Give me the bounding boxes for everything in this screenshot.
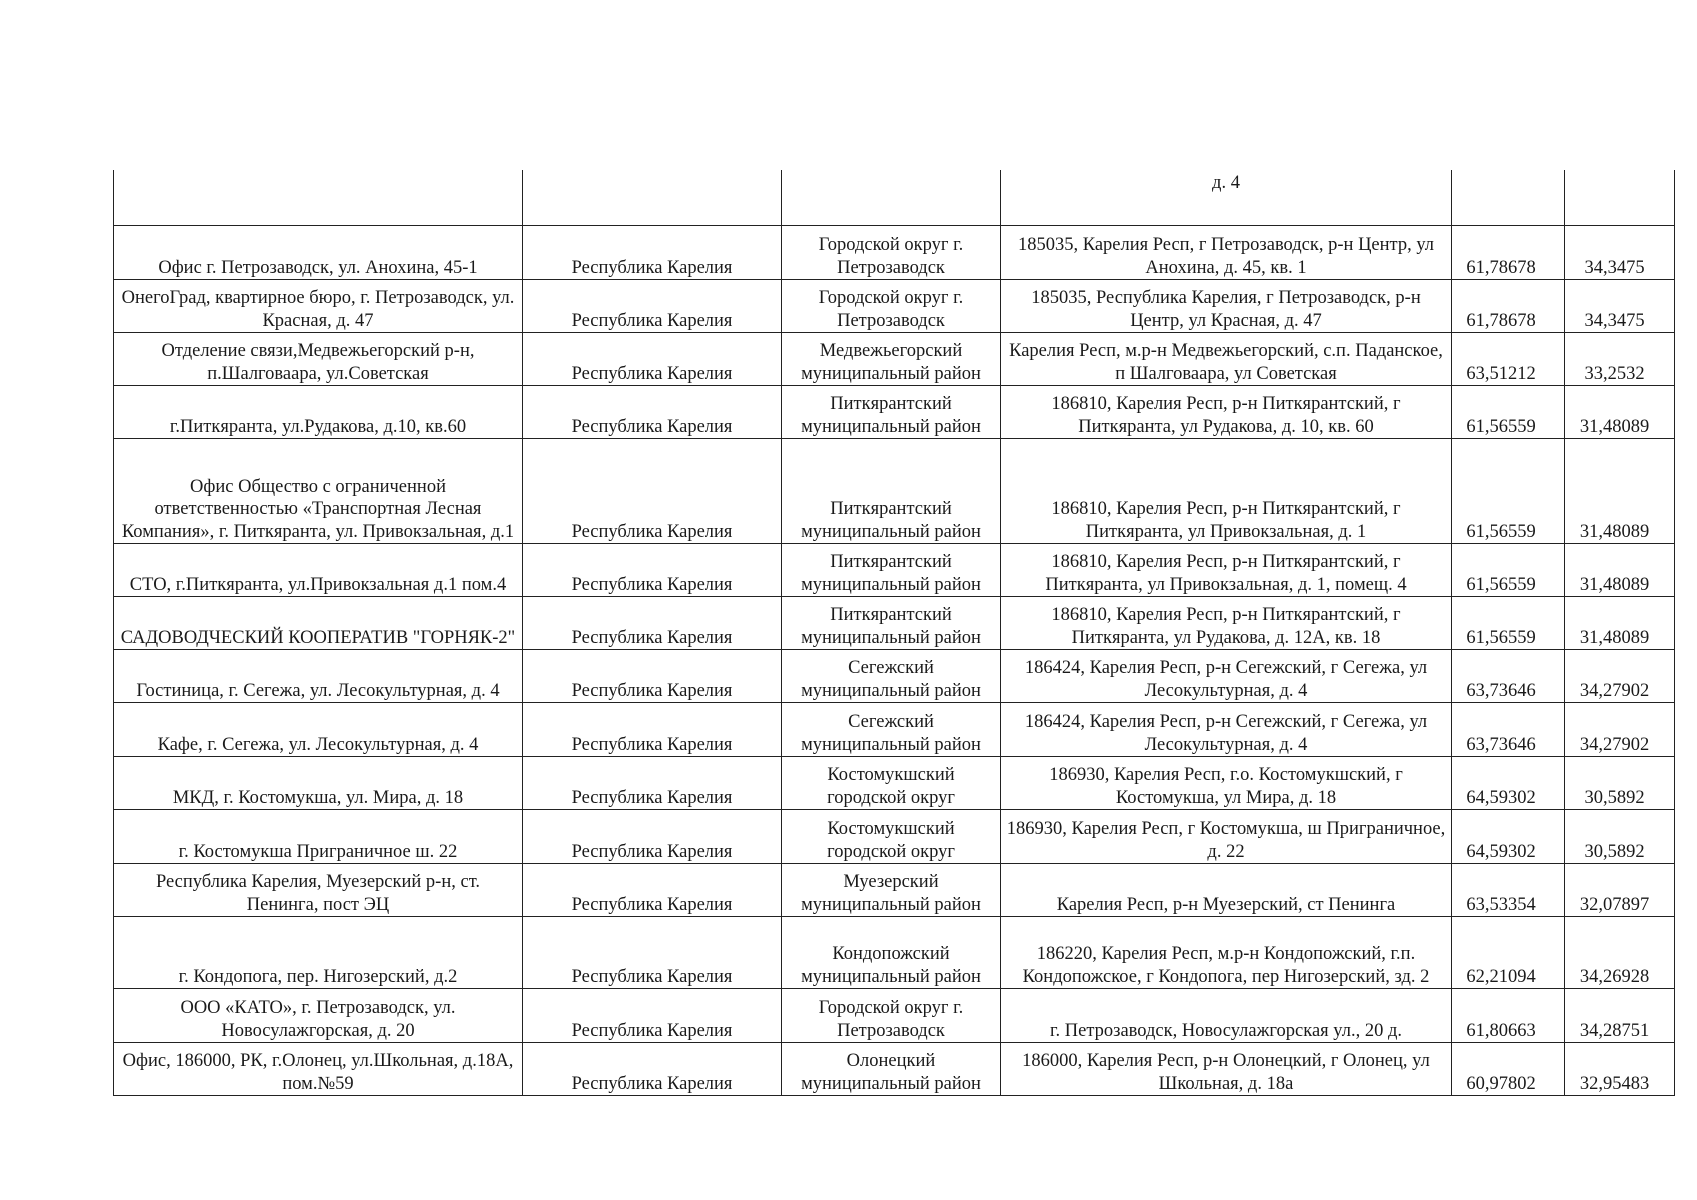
cell-region — [523, 170, 782, 226]
cell-longitude: 31,48089 — [1565, 386, 1675, 439]
document-page — [113, 170, 1674, 1096]
cell-region: Республика Карелия — [523, 757, 782, 810]
cell-longitude: 34,3475 — [1565, 280, 1675, 333]
table-row — [114, 917, 1675, 989]
table-row — [114, 333, 1675, 386]
cell-latitude: 63,73646 — [1452, 650, 1565, 703]
cell-object-name: Гостиница, г. Сегежа, ул. Лесокультурная, д. 4 — [114, 650, 523, 703]
cell-longitude: 34,26928 — [1565, 917, 1675, 989]
cell-latitude: 62,21094 — [1452, 917, 1565, 989]
cell-address: Карелия Респ, м.р-н Медвежьегорский, с.п. Паданское, п Шалговаара, ул Советская — [1001, 333, 1452, 386]
table-row — [114, 810, 1675, 864]
cell-address: 185035, Республика Карелия, г Петрозаводск, р-н Центр, ул Красная, д. 47 — [1001, 280, 1452, 333]
cell-object-name: Республика Карелия, Муезерский р-н, ст. Пенинга, пост ЭЦ — [114, 864, 523, 917]
cell-longitude: 31,48089 — [1565, 439, 1675, 544]
cell-object-name — [114, 170, 523, 226]
cell-address: г. Петрозаводск, Новосулажгорская ул., 20 д. — [1001, 989, 1452, 1043]
cell-latitude: 64,59302 — [1452, 757, 1565, 810]
cell-region: Республика Карелия — [523, 864, 782, 917]
table-row — [114, 864, 1675, 917]
table-row — [114, 597, 1675, 650]
cell-longitude — [1565, 170, 1675, 226]
cell-region: Республика Карелия — [523, 1043, 782, 1096]
cell-object-name: ООО «КАТО», г. Петрозаводск, ул. Новосулажгорская, д. 20 — [114, 989, 523, 1043]
cell-address: 186810, Карелия Респ, р-н Питкярантский, г Питкяранта, ул Привокзальная, д. 1 — [1001, 439, 1452, 544]
cell-latitude: 63,51212 — [1452, 333, 1565, 386]
cell-region: Республика Карелия — [523, 650, 782, 703]
cell-district: Костомукшский городской округ — [782, 757, 1001, 810]
table-row — [114, 170, 1675, 226]
cell-address: 186930, Карелия Респ, г Костомукша, ш Приграничное, д. 22 — [1001, 810, 1452, 864]
cell-longitude: 34,27902 — [1565, 703, 1675, 757]
cell-latitude: 60,97802 — [1452, 1043, 1565, 1096]
cell-latitude: 63,53354 — [1452, 864, 1565, 917]
cell-longitude: 34,27902 — [1565, 650, 1675, 703]
cell-latitude: 61,78678 — [1452, 226, 1565, 280]
cell-longitude: 32,07897 — [1565, 864, 1675, 917]
cell-address: 186810, Карелия Респ, р-н Питкярантский, г Питкяранта, ул Рудакова, д. 12А, кв. 18 — [1001, 597, 1452, 650]
cell-region: Республика Карелия — [523, 989, 782, 1043]
table-row — [114, 439, 1675, 544]
cell-region: Республика Карелия — [523, 917, 782, 989]
cell-longitude: 33,2532 — [1565, 333, 1675, 386]
cell-longitude: 34,28751 — [1565, 989, 1675, 1043]
cell-district: Городской округ г. Петрозаводск — [782, 226, 1001, 280]
cell-district: Олонецкий муниципальный район — [782, 1043, 1001, 1096]
cell-object-name: САДОВОДЧЕСКИЙ КООПЕРАТИВ "ГОРНЯК-2" — [114, 597, 523, 650]
cell-address: 185035, Карелия Респ, г Петрозаводск, р-н Центр, ул Анохина, д. 45, кв. 1 — [1001, 226, 1452, 280]
cell-address: 186220, Карелия Респ, м.р-н Кондопожский, г.п. Кондопожское, г Кондопога, пер Нигозерский, зд. 2 — [1001, 917, 1452, 989]
cell-district: Городской округ г. Петрозаводск — [782, 989, 1001, 1043]
cell-district: Сегежский муниципальный район — [782, 650, 1001, 703]
cell-region: Республика Карелия — [523, 544, 782, 597]
locations-table — [113, 170, 1675, 1096]
cell-latitude — [1452, 170, 1565, 226]
cell-address: д. 4 — [1001, 170, 1452, 226]
table-row — [114, 650, 1675, 703]
cell-district: Городской округ г. Петрозаводск — [782, 280, 1001, 333]
cell-longitude: 31,48089 — [1565, 544, 1675, 597]
cell-longitude: 34,3475 — [1565, 226, 1675, 280]
cell-latitude: 64,59302 — [1452, 810, 1565, 864]
cell-object-name: МКД, г. Костомукша, ул. Мира, д. 18 — [114, 757, 523, 810]
cell-address: 186424, Карелия Респ, р-н Сегежский, г Сегежа, ул Лесокультурная, д. 4 — [1001, 650, 1452, 703]
cell-object-name: г.Питкяранта, ул.Рудакова, д.10, кв.60 — [114, 386, 523, 439]
cell-district: Питкярантский муниципальный район — [782, 544, 1001, 597]
cell-region: Республика Карелия — [523, 226, 782, 280]
cell-object-name: Офис, 186000, РК, г.Олонец, ул.Школьная, д.18А, пом.№59 — [114, 1043, 523, 1096]
cell-latitude: 61,56559 — [1452, 439, 1565, 544]
table-body — [114, 170, 1675, 1096]
table-row — [114, 989, 1675, 1043]
cell-region: Республика Карелия — [523, 703, 782, 757]
table-row — [114, 757, 1675, 810]
cell-district: Муезерский муниципальный район — [782, 864, 1001, 917]
cell-district: Сегежский муниципальный район — [782, 703, 1001, 757]
cell-address: 186930, Карелия Респ, г.о. Костомукшский, г Костомукша, ул Мира, д. 18 — [1001, 757, 1452, 810]
cell-object-name: г. Костомукша Приграничное ш. 22 — [114, 810, 523, 864]
cell-address: 186000, Карелия Респ, р-н Олонецкий, г Олонец, ул Школьная, д. 18а — [1001, 1043, 1452, 1096]
cell-object-name: СТО, г.Питкяранта, ул.Привокзальная д.1 пом.4 — [114, 544, 523, 597]
cell-latitude: 61,80663 — [1452, 989, 1565, 1043]
cell-region: Республика Карелия — [523, 439, 782, 544]
cell-address: 186810, Карелия Респ, р-н Питкярантский, г Питкяранта, ул Рудакова, д. 10, кв. 60 — [1001, 386, 1452, 439]
cell-object-name: г. Кондопога, пер. Нигозерский, д.2 — [114, 917, 523, 989]
cell-latitude: 61,56559 — [1452, 597, 1565, 650]
cell-object-name: ОнегоГрад, квартирное бюро, г. Петрозаводск, ул. Красная, д. 47 — [114, 280, 523, 333]
cell-district: Питкярантский муниципальный район — [782, 386, 1001, 439]
cell-district: Питкярантский муниципальный район — [782, 597, 1001, 650]
cell-latitude: 61,78678 — [1452, 280, 1565, 333]
cell-district: Питкярантский муниципальный район — [782, 439, 1001, 544]
cell-object-name: Отделение связи,Медвежьегорский р-н, п.Шалговаара, ул.Советская — [114, 333, 523, 386]
cell-district — [782, 170, 1001, 226]
cell-longitude: 32,95483 — [1565, 1043, 1675, 1096]
table-row — [114, 1043, 1675, 1096]
cell-region: Республика Карелия — [523, 597, 782, 650]
cell-latitude: 61,56559 — [1452, 386, 1565, 439]
cell-district: Кондопожский муниципальный район — [782, 917, 1001, 989]
cell-latitude: 61,56559 — [1452, 544, 1565, 597]
cell-longitude: 30,5892 — [1565, 810, 1675, 864]
cell-district: Медвежьегорский муниципальный район — [782, 333, 1001, 386]
cell-object-name: Офис Общество с ограниченной ответственностью «Транспортная Лесная Компания», г. Питкяранта, ул. Привокзальная, д.1 — [114, 439, 523, 544]
cell-region: Республика Карелия — [523, 280, 782, 333]
table-row — [114, 226, 1675, 280]
table-row — [114, 280, 1675, 333]
cell-region: Республика Карелия — [523, 333, 782, 386]
cell-address: 186424, Карелия Респ, р-н Сегежский, г Сегежа, ул Лесокультурная, д. 4 — [1001, 703, 1452, 757]
cell-object-name: Кафе, г. Сегежа, ул. Лесокультурная, д. 4 — [114, 703, 523, 757]
cell-address: Карелия Респ, р-н Муезерский, ст Пенинга — [1001, 864, 1452, 917]
cell-latitude: 63,73646 — [1452, 703, 1565, 757]
cell-longitude: 31,48089 — [1565, 597, 1675, 650]
cell-address: 186810, Карелия Респ, р-н Питкярантский, г Питкяранта, ул Привокзальная, д. 1, помещ. 4 — [1001, 544, 1452, 597]
cell-region: Республика Карелия — [523, 386, 782, 439]
cell-object-name: Офис г. Петрозаводск, ул. Анохина, 45-1 — [114, 226, 523, 280]
table-row — [114, 386, 1675, 439]
cell-longitude: 30,5892 — [1565, 757, 1675, 810]
table-row — [114, 703, 1675, 757]
cell-region: Республика Карелия — [523, 810, 782, 864]
cell-district: Костомукшский городской округ — [782, 810, 1001, 864]
table-row — [114, 544, 1675, 597]
